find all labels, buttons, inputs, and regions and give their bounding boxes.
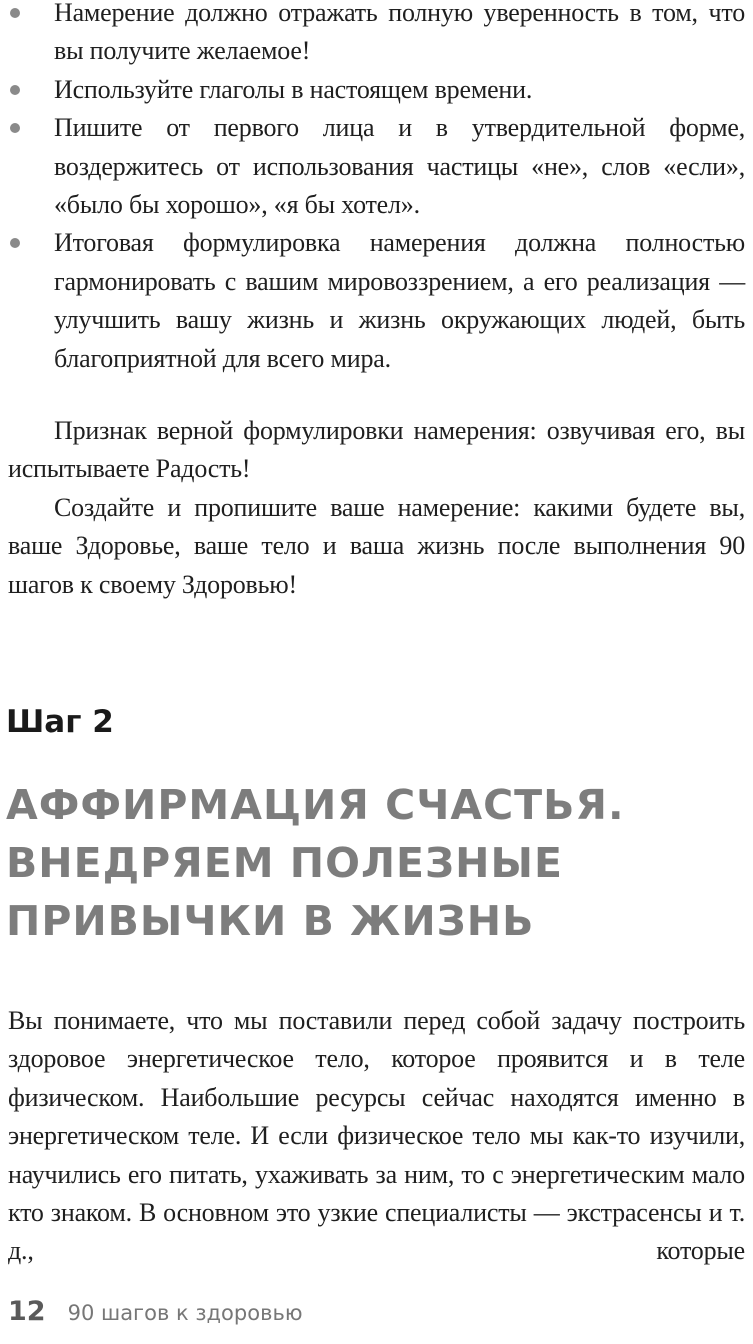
page-footer (8, 1296, 303, 1336)
bullet-text: Пишите от первого лица и в утвердительной форме, воздержитесь от использования частицы «не», слов «если», «было бы хорошо», «я бы хотел». (54, 113, 745, 220)
bullet-dot (10, 85, 20, 95)
bullet-list (8, 0, 745, 378)
list-item (8, 109, 745, 224)
body-paragraph: Вы понимаете, что мы поставили перед собой задачу построить здоровое энергетическое тело, которое проявится и в теле физическом. Наибольшие ресурсы сейчас находятся именно в энергетическом теле. И если физическое тело мы как-то изучили, научились его питать, ухаживать за ним, то с энергетическим мало кто знаком. В основном это узкие специалисты — экстрасенсы и т. д., которые (8, 1006, 745, 1266)
bullet-text: Используйте глаголы в настоящем времени. (54, 74, 533, 104)
bullet-text: Итоговая формулировка намерения должна полностью гармонировать с вашим мировоззрением, а его реализация — улучшить вашу жизнь и жизнь окружающих людей, быть благоприятной для всего мира. (54, 228, 745, 373)
page-number: 12 (8, 1296, 46, 1327)
step-label: Шаг 2 (6, 704, 114, 740)
list-item (8, 71, 745, 109)
paragraph: Признак верной формулировки намерения: озвучивая его, вы испытываете Радость! (8, 416, 745, 484)
bullet-dot (10, 238, 20, 248)
step-title: АФФИРМАЦИЯ СЧАСТЬЯ. ВНЕДРЯЕМ ПОЛЕЗНЫЕ ПРИВЫЧКИ В ЖИЗНЬ (6, 781, 625, 945)
paragraph: Создайте и пропишите ваше намерение: какими будете вы, ваше Здоровье, ваше тело и ваша жизнь после выполнения 90 шагов к своему Здоровью! (8, 492, 745, 599)
bullet-dot (10, 123, 20, 133)
list-item (8, 0, 745, 71)
running-title: 90 шагов к здоровью (67, 1301, 303, 1325)
bullet-dot (10, 8, 20, 18)
list-item (8, 224, 745, 378)
bullet-text: Намерение должно отражать полную уверенность в том, что вы получите желаемое! (54, 0, 745, 66)
paragraph-group (8, 412, 745, 604)
